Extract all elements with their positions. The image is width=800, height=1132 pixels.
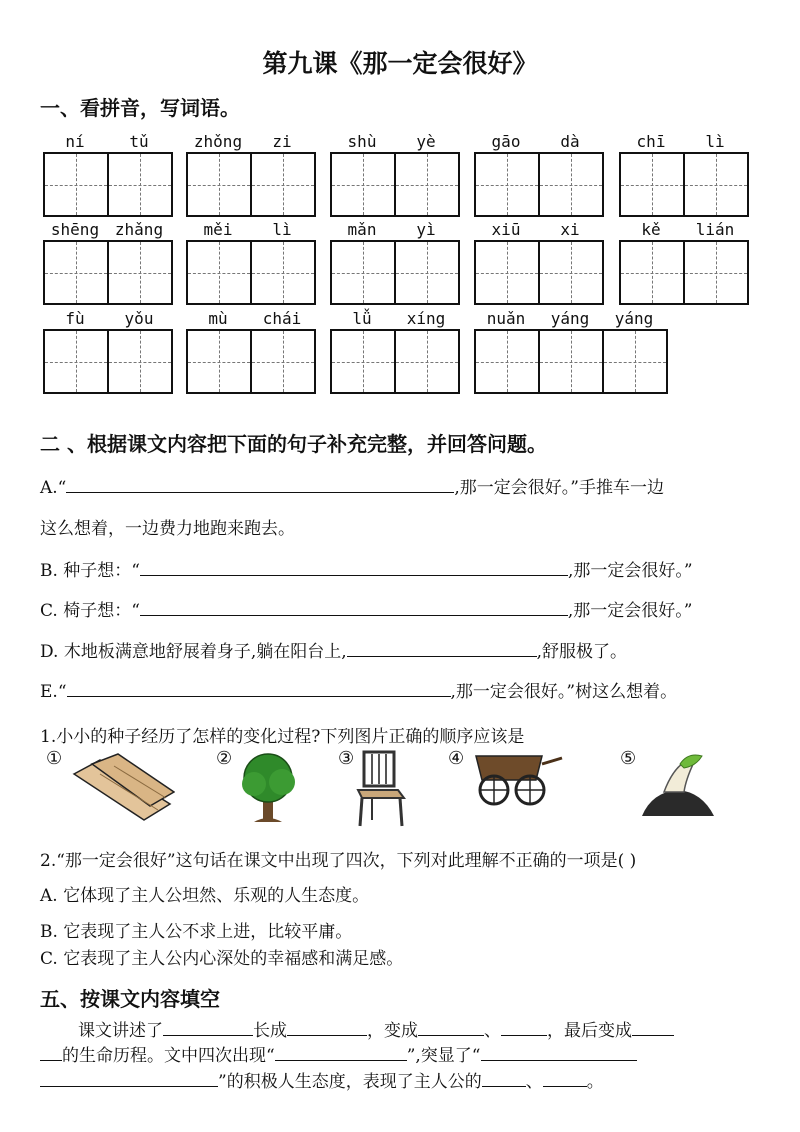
sentence-b: B. 种子想：“ ,那一定会很好。” — [40, 556, 693, 581]
writing-cell[interactable] — [332, 331, 394, 392]
writing-box[interactable] — [474, 152, 604, 217]
writing-cell[interactable] — [602, 331, 666, 392]
section2-heading: 二 、根据课文内容把下面的句子补充完整，并回答问题。 — [40, 432, 547, 456]
sentence-a-continued: 这么想着，一边费力地跑来跑去。 — [40, 519, 295, 539]
writing-box[interactable] — [43, 240, 173, 305]
writing-box[interactable] — [330, 152, 460, 217]
pinyin-label: chī — [636, 132, 666, 151]
writing-box[interactable] — [330, 240, 460, 305]
writing-cell[interactable] — [107, 154, 171, 215]
label-3: ③ — [338, 748, 355, 769]
writing-cell[interactable] — [476, 331, 538, 392]
option-b[interactable]: B. 它表现了主人公不求上进，比较平庸。 — [40, 922, 353, 942]
blank-b[interactable] — [140, 557, 568, 576]
pinyin-label: yè — [416, 132, 436, 151]
writing-cell[interactable] — [621, 242, 683, 303]
blank-7[interactable] — [481, 1042, 637, 1061]
cart-icon — [472, 750, 564, 808]
writing-cell[interactable] — [683, 154, 747, 215]
pinyin-label: gāo — [491, 132, 521, 151]
pinyin-label: zi — [272, 132, 292, 151]
seedling-icon — [640, 752, 716, 818]
blank-3[interactable] — [418, 1017, 484, 1036]
pinyin-label: shēng — [50, 220, 100, 239]
fill-line-2: 的生命历程。文中四次出现“ ”,突显了“ — [40, 1041, 637, 1066]
writing-cell[interactable] — [45, 154, 107, 215]
blank-5-cont[interactable] — [40, 1042, 62, 1061]
pinyin-label: chái — [262, 309, 302, 328]
writing-cell[interactable] — [394, 331, 458, 392]
option-a[interactable]: A. 它体现了主人公坦然、乐观的人生态度。 — [40, 886, 370, 906]
blank-d[interactable] — [347, 638, 537, 657]
pinyin-label: tǔ — [129, 132, 149, 151]
sentence-c: C. 椅子想：“ ,那一定会很好。” — [40, 596, 693, 621]
pinyin-label: xiū — [491, 220, 521, 239]
blank-2[interactable] — [287, 1017, 367, 1036]
writing-cell[interactable] — [394, 242, 458, 303]
pinyin-label: mǎn — [347, 220, 377, 239]
question-2: 2.“那一定会很好”这句话在课文中出现了四次，下列对此理解不正确的一项是( ) — [40, 851, 637, 871]
blank-9[interactable] — [543, 1068, 587, 1087]
pinyin-label: mù — [208, 309, 228, 328]
writing-box[interactable] — [186, 152, 316, 217]
writing-box[interactable] — [43, 329, 173, 394]
label-4: ④ — [448, 748, 465, 769]
pinyin-label: lì — [705, 132, 725, 151]
writing-cell[interactable] — [332, 154, 394, 215]
blank-c[interactable] — [140, 597, 568, 616]
tree-icon — [232, 752, 304, 826]
fill-line-1: 课文讲述了 长成 ，变成 、 ，最后变成 — [78, 1016, 674, 1041]
pinyin-label: lián — [695, 220, 735, 239]
writing-cell[interactable] — [394, 154, 458, 215]
label-2: ② — [216, 748, 233, 769]
writing-cell[interactable] — [476, 154, 538, 215]
blank-4[interactable] — [501, 1017, 547, 1036]
pinyin-label: fù — [65, 309, 85, 328]
pinyin-label: yáng — [550, 309, 590, 328]
pinyin-label: yǒu — [124, 309, 154, 328]
writing-box[interactable] — [186, 329, 316, 394]
pinyin-label: zhǎng — [114, 220, 164, 239]
writing-box[interactable] — [330, 329, 460, 394]
writing-cell[interactable] — [45, 242, 107, 303]
writing-cell[interactable] — [107, 242, 171, 303]
fill-line-3: ”的积极人生态度，表现了主人公的 、 。 — [40, 1067, 604, 1092]
writing-cell[interactable] — [188, 331, 250, 392]
writing-cell[interactable] — [621, 154, 683, 215]
pinyin-label: zhǒng — [193, 132, 243, 151]
label-5: ⑤ — [620, 748, 637, 769]
sentence-a: A.“ ,那一定会很好。”手推车一边 — [40, 473, 664, 498]
writing-cell[interactable] — [332, 242, 394, 303]
section5-heading: 五、按课文内容填空 — [40, 987, 220, 1011]
writing-cell[interactable] — [250, 331, 314, 392]
wooden-planks-icon — [70, 752, 175, 824]
blank-6[interactable] — [275, 1042, 407, 1061]
blank-a[interactable] — [66, 474, 454, 493]
blank-7-cont[interactable] — [40, 1068, 218, 1087]
section1-heading: 一、看拼音，写词语。 — [40, 96, 240, 120]
writing-cell[interactable] — [250, 242, 314, 303]
pinyin-label: yáng — [614, 309, 654, 328]
writing-cell[interactable] — [683, 242, 747, 303]
sentence-e: E.“ ,那一定会很好。”树这么想着。 — [40, 677, 677, 702]
writing-cell[interactable] — [188, 242, 250, 303]
writing-cell[interactable] — [107, 331, 171, 392]
blank-8[interactable] — [482, 1068, 526, 1087]
pinyin-label: shù — [347, 132, 377, 151]
pinyin-label: lì — [272, 220, 292, 239]
blank-1[interactable] — [163, 1017, 253, 1036]
writing-cell[interactable] — [538, 154, 602, 215]
blank-e[interactable] — [67, 678, 451, 697]
writing-box[interactable] — [474, 329, 668, 394]
writing-cell[interactable] — [538, 331, 602, 392]
pinyin-label: nuǎn — [486, 309, 526, 328]
writing-box[interactable] — [619, 240, 749, 305]
question-1: 1.小小的种子经历了怎样的变化过程?下列图片正确的顺序应该是 — [40, 727, 525, 747]
pinyin-label: xíng — [406, 309, 446, 328]
pinyin-label: kě — [641, 220, 661, 239]
pinyin-label: yì — [416, 220, 436, 239]
writing-box[interactable] — [474, 240, 604, 305]
writing-cell[interactable] — [538, 242, 602, 303]
option-c[interactable]: C. 它表现了主人公内心深处的幸福感和满足感。 — [40, 949, 404, 969]
writing-box[interactable] — [43, 152, 173, 217]
writing-cell[interactable] — [476, 242, 538, 303]
sentence-d: D. 木地板满意地舒展着身子,躺在阳台上, ,舒服极了。 — [40, 637, 627, 662]
pinyin-label: lǚ — [352, 309, 372, 328]
pinyin-label: xi — [560, 220, 580, 239]
writing-box[interactable] — [186, 240, 316, 305]
writing-cell[interactable] — [250, 154, 314, 215]
writing-cell[interactable] — [188, 154, 250, 215]
pinyin-label: dà — [560, 132, 580, 151]
label-1: ① — [46, 748, 63, 769]
writing-cell[interactable] — [45, 331, 107, 392]
page-title: 第九课《那一定会很好》 — [262, 49, 538, 78]
chair-icon — [352, 748, 408, 828]
pinyin-label: ní — [65, 132, 85, 151]
writing-box[interactable] — [619, 152, 749, 217]
blank-5[interactable] — [632, 1017, 674, 1036]
pinyin-label: měi — [203, 220, 233, 239]
